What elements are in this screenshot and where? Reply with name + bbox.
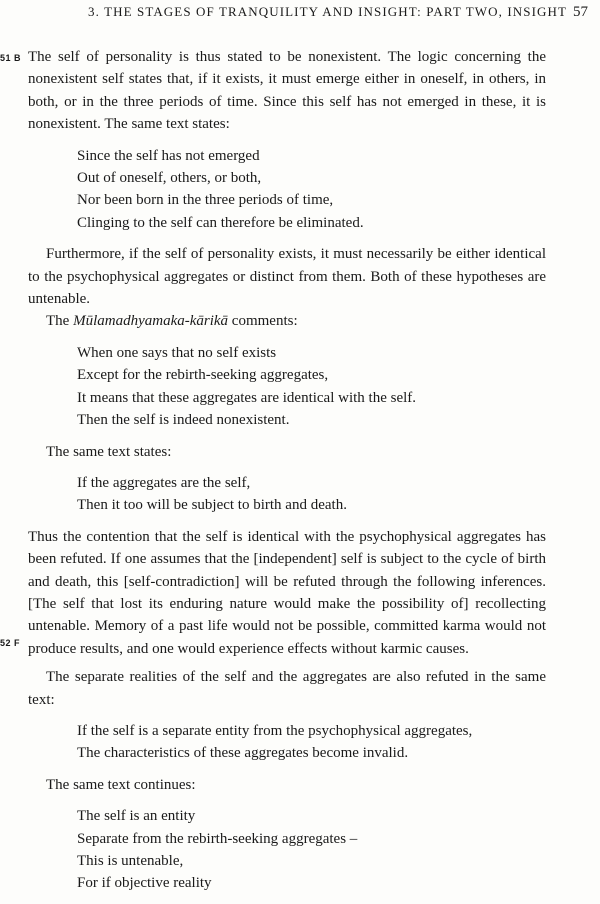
page-body — [28, 46, 546, 904]
running-head: 3. THE STAGES OF TRANQUILITY AND INSIGHT: PART TWO, INSIGHT — [88, 4, 568, 19]
margin-marker-52f: 52 F — [0, 638, 21, 648]
verse-line: For if objective reality — [77, 875, 212, 892]
verse-line: Since the self has not emerged — [77, 147, 260, 164]
paragraph-1: The self of personality is thus stated to be nonexistent. The logic concerning the nonexistent self states that, if it exists, it must emerge either in oneself, in others, in both, or in the three periods of time. Since this self has not emerged in these, it is nonexistent. The same text states: — [28, 49, 546, 133]
verse-line: If the self is a separate entity from the psychophysical aggregates, — [77, 722, 473, 739]
verse-line: Nor been born in the three periods of time, — [77, 192, 334, 209]
verse-line: When one says that no self exists — [77, 344, 277, 361]
paragraph-6: The separate realities of the self and the aggregates are also refuted in the same text: — [28, 669, 546, 708]
verse-line: Out of oneself, others, or both, — [77, 170, 262, 187]
verse-line: If the aggregates are the self, — [77, 474, 251, 491]
margin-marker-51b: 51 B — [0, 53, 22, 63]
verse-line: Except for the rebirth-seeking aggregates, — [77, 367, 329, 384]
verse-line: Then it too will be subject to birth and death. — [77, 497, 347, 514]
page-header — [0, 4, 600, 26]
verse-quote-1 — [77, 145, 546, 235]
verse-quote-5 — [77, 805, 546, 895]
paragraph-2: Furthermore, if the self of personality exists, it must necessarily be either identical to the psychophysical aggregates or distinct from them. Both of these hypotheses are untenable. — [28, 246, 546, 308]
verse-line: The characteristics of these aggregates become invalid. — [77, 745, 409, 762]
paragraph-3 — [28, 310, 546, 332]
paragraph-4: The same text states: — [46, 443, 172, 460]
paragraph-5: Thus the contention that the self is identical with the psychophysical aggregates has been refuted. If one assumes that the [independent] self is subject to the cycle of birth and death, this [self-contradiction] will be refuted through the following inferences. [The self that lost its enduring nature would make the possibility of] recollecting untenable. Memory of a past life would not be possible, committed karma would not produce results, and one would experience effects without karmic causes. — [28, 528, 546, 657]
verse-quote-2 — [77, 342, 546, 432]
verse-line: It means that these aggregates are identical with the self. — [77, 389, 417, 406]
text-title: Mūlamadhyamaka-kārikā — [73, 313, 229, 330]
verse-quote-4 — [77, 720, 546, 765]
paragraph-3-pre: The — [46, 313, 74, 330]
paragraph-3-post: comments: — [228, 313, 298, 330]
verse-line: Separate from the rebirth-seeking aggregates – — [77, 830, 358, 847]
verse-line: Clinging to the self can therefore be eliminated. — [77, 214, 364, 231]
verse-line: The self is an entity — [77, 808, 196, 825]
verse-quote-3 — [77, 472, 546, 517]
paragraph-7: The same text continues: — [46, 776, 196, 793]
verse-line: This is untenable, — [77, 853, 184, 869]
page-number: 57 — [573, 4, 588, 20]
verse-line: Then the self is indeed nonexistent. — [77, 412, 290, 429]
